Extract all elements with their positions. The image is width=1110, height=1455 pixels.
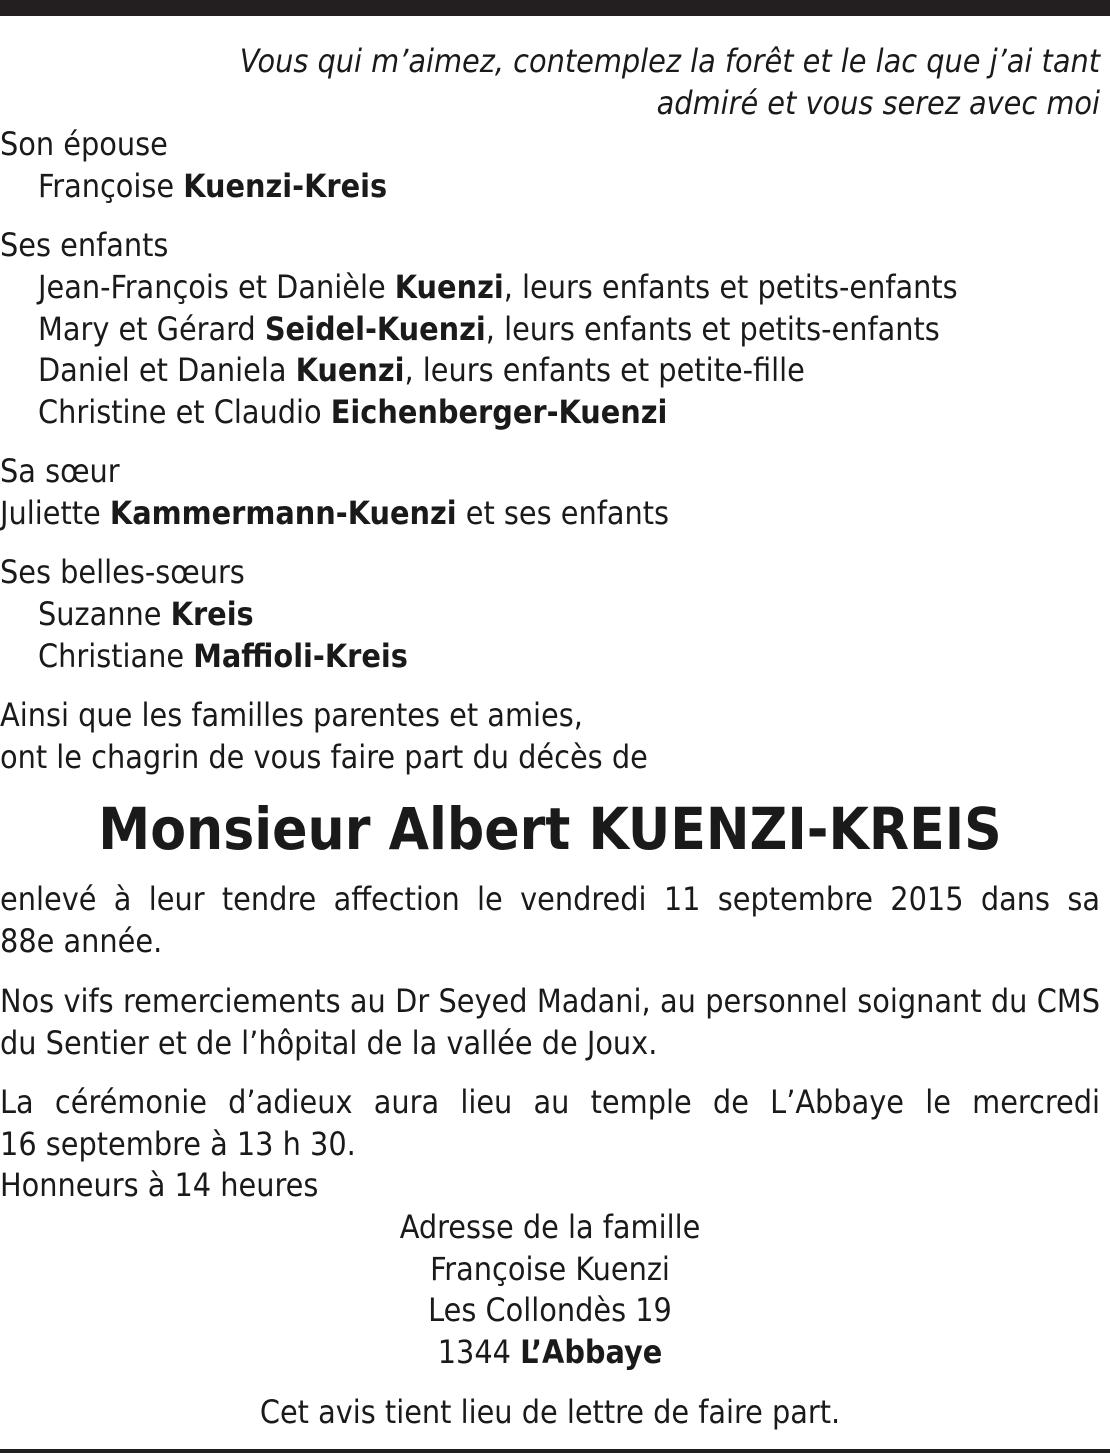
announcement-line: Ainsi que les familles parentes et amies, [0, 696, 583, 734]
family-name: Eichenberger-Kuenzi [330, 393, 668, 431]
entry-tail: , leurs enfants et petits-enfants [485, 310, 940, 348]
family-name: Seidel-Kuenzi [264, 310, 486, 348]
first-name: Françoise [38, 167, 184, 205]
children-entry [38, 310, 940, 348]
deceased-name: Monsieur Albert KUENZI-KREIS [98, 795, 1002, 863]
ceremony-line: La cérémonie d’adieux aura lieu au temple de L’Abbaye le mercredi [0, 1083, 1100, 1121]
address-postcode: 1344 [437, 1333, 521, 1371]
children-entry [38, 351, 805, 389]
first-name: Suzanne [38, 595, 171, 633]
family-name: Kuenzi [394, 268, 504, 306]
sister-entry [0, 494, 670, 532]
address-town [0, 1333, 1100, 1371]
first-name: Mary et Gérard [38, 310, 265, 348]
epigraph-line: admiré et vous serez avec moi [656, 84, 1100, 122]
thanks-line: du Sentier et de l’hôpital de la vallée de Joux. [0, 1024, 658, 1062]
honours-line: Honneurs à 14 heures [0, 1166, 319, 1204]
closing-note: Cet avis tient lieu de lettre de faire part. [259, 1393, 841, 1431]
entry-tail: , leurs enfants et petite-fille [404, 351, 805, 389]
first-name: Christiane [38, 637, 194, 675]
ceremony-line: 16 septembre à 13 h 30. [0, 1125, 356, 1163]
family-name: Maffioli-Kreis [193, 637, 408, 675]
address-name: Françoise Kuenzi [430, 1250, 670, 1288]
first-name: Jean-François et Danièle [38, 268, 395, 306]
children-entry [38, 268, 958, 306]
address-town-name: L’Abbaye [520, 1333, 663, 1371]
children-entry [38, 393, 668, 431]
top-rule [0, 0, 1110, 16]
sister-in-law-entry [38, 637, 408, 675]
first-name: Daniel et Daniela [38, 351, 296, 389]
sisters-in-law-heading: Ses belles-sœurs [0, 553, 245, 591]
entry-tail: et ses enfants [456, 494, 670, 532]
entry-tail: , leurs enfants et petits-enfants [503, 268, 958, 306]
first-name: Christine et Claudio [38, 393, 331, 431]
first-name: Juliette [0, 494, 110, 532]
family-name: Kuenzi [295, 351, 405, 389]
passing-line: 88e année. [0, 922, 163, 960]
thanks-line: Nos vifs remerciements au Dr Seyed Madani, au personnel soignant du CMS [0, 982, 1100, 1020]
sister-in-law-entry [38, 595, 254, 633]
spouse-heading: Son épouse [0, 125, 168, 163]
bottom-rule [0, 1449, 1110, 1453]
address-street: Les Collondès 19 [428, 1291, 672, 1329]
announcement-line: ont le chagrin de vous faire part du décès de [0, 738, 648, 776]
spouse-entry [38, 167, 388, 205]
family-name: Kuenzi-Kreis [183, 167, 388, 205]
epigraph-line: Vous qui m’aimez, contemplez la forêt et le lac que j’ai tant [239, 42, 1100, 80]
family-name: Kammermann-Kuenzi [109, 494, 457, 532]
passing-line: enlevé à leur tendre affection le vendredi 11 septembre 2015 dans sa [0, 880, 1100, 918]
sister-heading: Sa sœur [0, 452, 120, 490]
address-heading: Adresse de la famille [399, 1208, 701, 1246]
family-name: Kreis [170, 595, 254, 633]
children-heading: Ses enfants [0, 226, 169, 264]
